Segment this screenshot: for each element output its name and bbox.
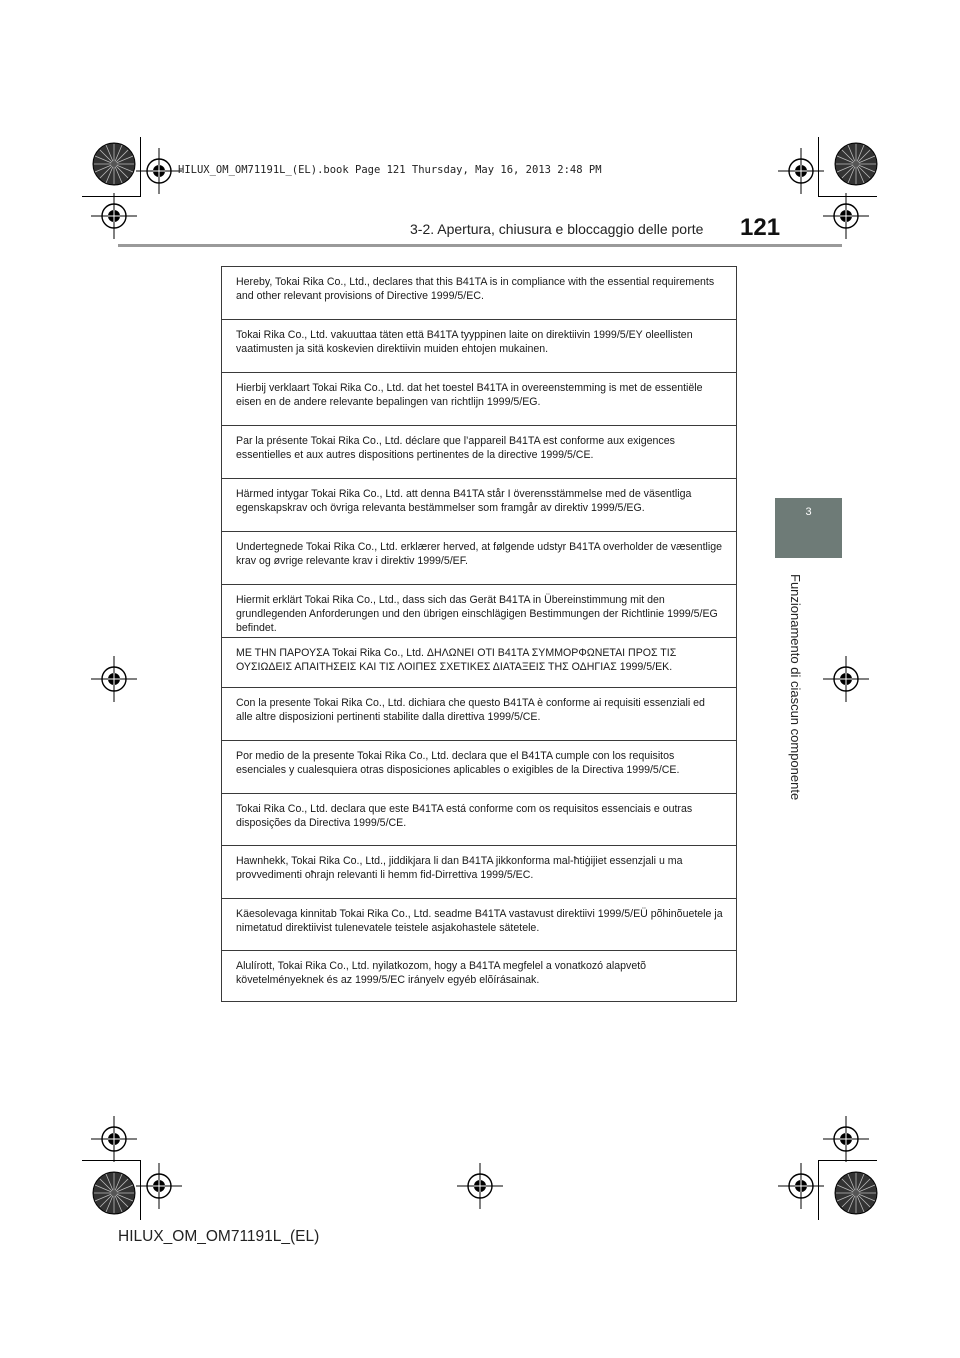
declaration-row-el: ΜΕ ΤΗΝ ΠΑΡΟΥΣΑ Tokai Rika Co., Ltd. ΔΗΛΩΝΕΙ ΟΤΙ B41TA ΣΥΜΜΟΡΦΩΝΕΤΑΙ ΠΡΟΣ ΤΙΣ ΟΥΣΙΩΔΕΙΣ ΑΠΑΙΤΗΣΕΙΣ ΚΑΙ ΤΙΣ ΛΟΙΠΕΣ ΣΧΕΤΙΚΕΣ ΔΙΑΤΑΞΕΙΣ ΤΗΣ ΟΔΗΓΙΑΣ 1999/5/ΕΚ. xyxy=(222,638,736,688)
starburst-registration-icon xyxy=(833,1170,879,1216)
declaration-row-mt: Hawnhekk, Tokai Rika Co., Ltd., jiddikjara li dan B41TA jikkonforma mal-ħtiġijiet essenzjali u ma provvedimenti oħrajn relevanti li hemm fid-Dirrettiva 1999/5/EC. xyxy=(222,846,736,899)
crosshair-registration-icon xyxy=(823,1116,869,1162)
declaration-row-de: Hiermit erklärt Tokai Rika Co., Ltd., dass sich das Gerät B41TA in Übereinstimmung mit den grundlegenden Anforderungen und den übrigen einschlägigen Bestimmungen der Richtlinie 1999/5/EG befindet. xyxy=(222,585,736,638)
crosshair-registration-icon xyxy=(823,656,869,702)
declaration-row-nl: Hierbij verklaart Tokai Rika Co., Ltd. dat het toestel B41TA in overeenstemming is met de essentiële eisen en de andere relevante bepalingen van richtlijn 1999/5/EG. xyxy=(222,373,736,426)
chapter-tab xyxy=(775,498,842,558)
declaration-row-it: Con la presente Tokai Rika Co., Ltd. dichiara che questo B41TA è conforme ai requisiti essenziali ed alle altre disposizioni pertinenti stabilite dalla direttiva 1999/5/CE. xyxy=(222,688,736,741)
declaration-row-fi: Tokai Rika Co., Ltd. vakuuttaa täten että B41TA tyyppinen laite on direktiivin 1999/5/EY oleellisten vaatimusten ja sitä koskevien direktiivin muiden ehtojen mukainen. xyxy=(222,320,736,373)
header-rule xyxy=(118,244,842,247)
declaration-row-hu: Alulírott, Tokai Rika Co., Ltd. nyilatkozom, hogy a B41TA megfelel a vonatkozó alapvetõ követelményeknek és az 1999/5/EC irányelv egyéb elõírásainak. xyxy=(236,960,647,986)
declaration-table xyxy=(221,266,737,1002)
document-code: HILUX_OM_OM71191L_(EL) xyxy=(118,1228,320,1245)
crosshair-registration-icon xyxy=(778,148,824,194)
page-number: 121 xyxy=(740,214,781,241)
crosshair-registration-icon xyxy=(136,148,182,194)
declaration-row-da: Undertegnede Tokai Rika Co., Ltd. erklærer herved, at følgende udstyr B41TA overholder de væsentlige krav og øvrige relevante krav i direktiv 1999/5/EF. xyxy=(222,532,736,585)
crosshair-registration-icon xyxy=(823,193,869,239)
declaration-row-et: Käesolevaga kinnitab Tokai Rika Co., Ltd. seadme B41TA vastavust direktiivi 1999/5/EÜ põhinõuetele ja nimetatud direktiivist tulenevatele teistele asjakohastele sätetele. xyxy=(222,899,736,951)
crosshair-registration-icon xyxy=(91,656,137,702)
declaration-row-en: Hereby, Tokai Rika Co., Ltd., declares that this B41TA is in compliance with the essential requirements and other relevant provisions of Directive 1999/5/EC. xyxy=(222,267,736,320)
declaration-row-pt: Tokai Rika Co., Ltd. declara que este B41TA está conforme com os requisitos essenciais e outras disposições da Directiva 1999/5/CE. xyxy=(222,794,736,846)
crosshair-registration-icon xyxy=(91,1116,137,1162)
crosshair-registration-icon xyxy=(136,1163,182,1209)
crosshair-registration-icon xyxy=(91,193,137,239)
chapter-label xyxy=(787,574,807,801)
starburst-registration-icon xyxy=(91,141,137,187)
declaration-row-es: Por medio de la presente Tokai Rika Co., Ltd. declara que el B41TA cumple con los requisitos esenciales y cualesquiera otras disposiciones aplicables o exigibles de la Directiva 1999/5/CE. xyxy=(222,741,736,794)
crosshair-registration-icon xyxy=(778,1163,824,1209)
declaration-row-sv: Härmed intygar Tokai Rika Co., Ltd. att denna B41TA står I överensstämmelse med de väsentliga egenskapskrav och övriga relevanta bestämmelser som framgår av direktiv 1999/5/EG. xyxy=(222,479,736,532)
starburst-registration-icon xyxy=(91,1170,137,1216)
section-title: 3-2. Apertura, chiusura e bloccaggio delle porte xyxy=(410,221,704,237)
starburst-registration-icon xyxy=(833,141,879,187)
chapter-number: 3 xyxy=(805,506,812,518)
declaration-row-fr: Par la présente Tokai Rika Co., Ltd. déclare que l’appareil B41TA est conforme aux exigences essentielles et aux autres dispositions pertinentes de la directive 1999/5/CE. xyxy=(222,426,736,479)
crosshair-registration-icon xyxy=(457,1163,503,1209)
chapter-label-text: Funzionamento di ciascun componente xyxy=(788,574,803,801)
book-file-stamp: HILUX_OM_OM71191L_(EL).book Page 121 Thursday, May 16, 2013 2:48 PM xyxy=(178,164,602,176)
